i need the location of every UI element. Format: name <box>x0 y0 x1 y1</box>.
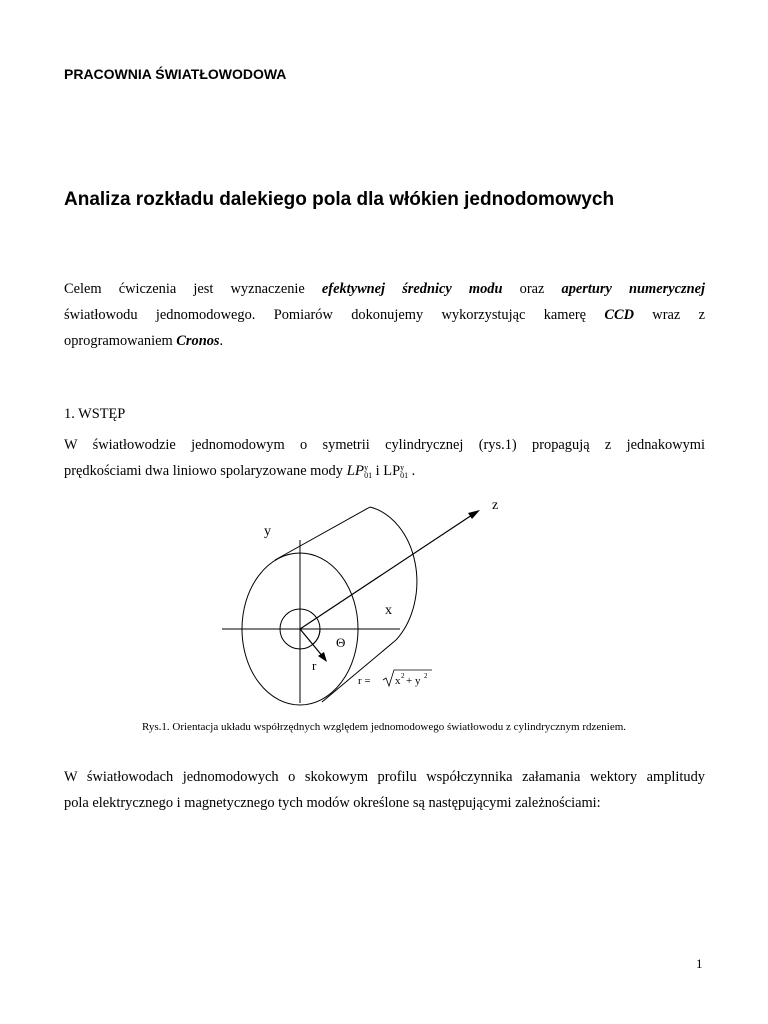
page-number: 1 <box>696 956 703 971</box>
intro-emphasis-ccd: CCD <box>604 307 634 323</box>
fiber-top-edge <box>275 507 370 560</box>
mode-lp-1-sup: y <box>364 462 369 472</box>
intro-text: oraz <box>502 281 562 297</box>
intro-text: Celem ćwiczenia jest wyznaczenie <box>64 281 322 297</box>
label-z: z <box>492 498 499 513</box>
mode-lp-2-indices <box>400 464 408 480</box>
section1-text: prędkościami dwa liniowo spolaryzowane mody <box>64 463 347 479</box>
formula-lhs: r = <box>358 675 371 687</box>
intro-line-1 <box>64 276 705 302</box>
formula-exp-1: 2 <box>401 672 405 680</box>
fiber-coordinate-diagram <box>220 490 520 710</box>
intro-paragraph <box>64 276 705 354</box>
r-vector-arrowhead <box>318 652 327 662</box>
section-heading: 1. WSTĘP <box>64 406 126 422</box>
section1-line-1: W światłowodzie jednomodowym o symetrii cylindrycznej (rys.1) propagują z jednakowymi <box>64 437 705 453</box>
intro-text: . <box>219 333 224 349</box>
intro-line-2 <box>64 302 705 328</box>
intro-emphasis-mode-diameter: efektywnej średnicy modu <box>321 281 503 297</box>
intro-emphasis-cronos: Cronos <box>176 333 220 349</box>
r-vector <box>300 629 324 658</box>
fiber-back-face <box>370 507 417 640</box>
fields-line-1: W światłowodach jednomodowych o skokowym profilu współczynnika załamania wektory amplitudy <box>64 769 705 785</box>
mode-separator: i <box>372 463 384 479</box>
section1-paragraph <box>64 432 705 484</box>
mode-lp-2-sup: y <box>400 462 405 472</box>
fields-line-2: pola elektrycznego i magnetycznego tych modów określone są następującymi zależnościami: <box>64 795 601 811</box>
label-x: x <box>385 603 392 618</box>
formula-radicand-x: x <box>395 675 401 687</box>
intro-text: wraz z <box>633 307 705 323</box>
formula-plus-y: + y <box>406 675 421 687</box>
z-axis-arrowhead <box>468 510 480 519</box>
figure-caption: Rys.1. Orientacja układu współrzędnych względem jednomodowego światłowodu z cylindrycznym rdzeniem. <box>141 721 627 733</box>
intro-text: oprogramowaniem <box>64 333 177 349</box>
intro-line-3 <box>64 328 705 354</box>
section1-text-end: . <box>408 463 416 479</box>
mode-lp-2-sub: 01 <box>400 470 409 480</box>
label-theta: Θ <box>336 635 346 650</box>
mode-lp-1-indices <box>364 464 372 480</box>
fiber-bottom-edge <box>322 640 396 702</box>
document-title: Analiza rozkładu dalekiego pola dla włókien jednodomowych <box>64 189 615 210</box>
intro-text: światłowodu jednomodowego. Pomiarów dokonujemy wykorzystując kamerę <box>64 307 605 323</box>
formula-exp-2: 2 <box>424 672 428 680</box>
label-r: r <box>312 658 317 673</box>
theta-arc <box>313 629 320 644</box>
label-y: y <box>264 524 271 539</box>
intro-emphasis-numerical-aperture: apertury numerycznej <box>561 281 705 297</box>
page-header: PRACOWNIA ŚWIATŁOWODOWA <box>64 66 287 82</box>
section1-line-2 <box>64 458 705 484</box>
mode-lp-1: LP <box>346 463 365 479</box>
mode-lp-1-sub: 01 <box>364 470 373 480</box>
fields-paragraph <box>64 764 705 816</box>
mode-lp-2: LP <box>383 463 401 479</box>
